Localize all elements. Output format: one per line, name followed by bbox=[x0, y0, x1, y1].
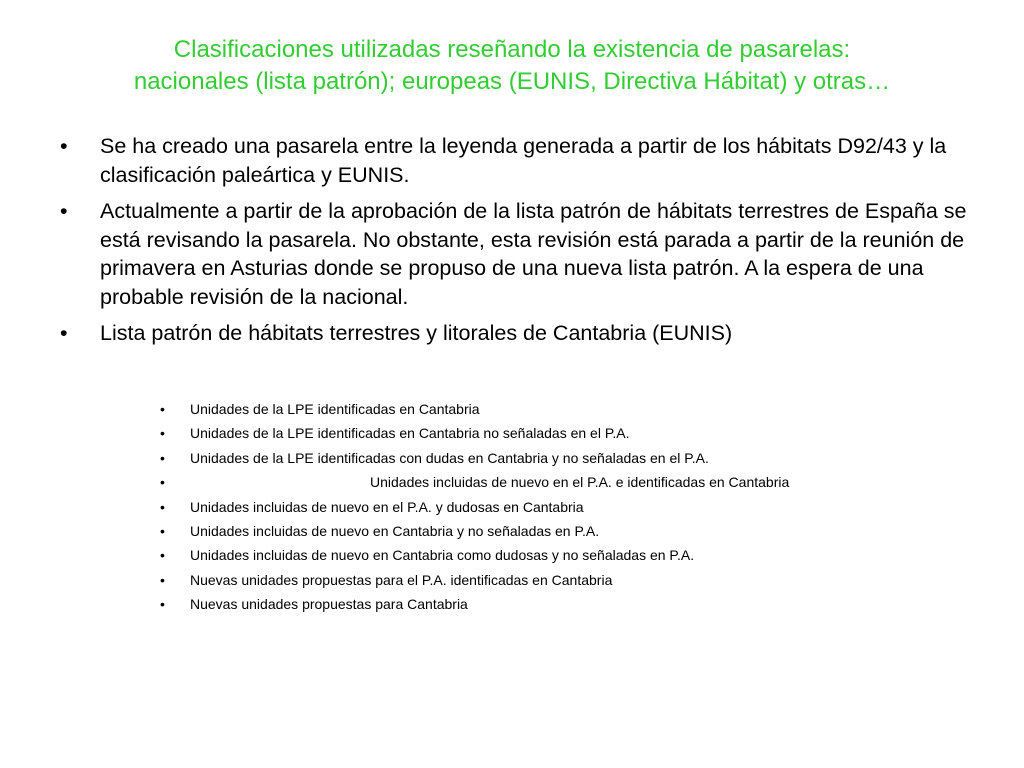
sub-bullet-dot: • bbox=[160, 523, 165, 540]
sub-bullet-dot: • bbox=[160, 449, 165, 466]
slide-title bbox=[40, 34, 984, 98]
bullet-item-2 bbox=[60, 197, 970, 311]
sub-bullet-item-2 bbox=[160, 421, 940, 445]
bullet-dot: • bbox=[60, 134, 68, 158]
sub-bullet-dot: • bbox=[160, 401, 165, 417]
sub-bullet-item-3 bbox=[160, 446, 940, 470]
bullet-dot: • bbox=[60, 321, 68, 345]
sub-bullet-text: Unidades de la LPE identificadas en Cantabria no señaladas en el P.A. bbox=[190, 425, 630, 442]
bullet-dot: • bbox=[60, 199, 68, 223]
sub-bullet-dot: • bbox=[160, 498, 165, 515]
main-bullet-list bbox=[60, 132, 970, 356]
sub-bullet-text: Unidades incluidas de nuevo en el P.A. e identificadas en Cantabria bbox=[370, 474, 790, 491]
sub-bullet-item-9 bbox=[160, 592, 940, 616]
slide-title-line-1: Clasificaciones utilizadas reseñando la existencia de pasarelas: bbox=[173, 36, 851, 63]
sub-bullet-text: Unidades incluidas de nuevo en Cantabria y no señaladas en P.A. bbox=[190, 523, 600, 540]
sub-bullet-text: Unidades incluidas de nuevo en el P.A. y dudosas en Cantabria bbox=[190, 498, 584, 515]
sub-bullet-dot: • bbox=[160, 596, 165, 613]
sub-bullet-item-5 bbox=[160, 495, 940, 519]
bullet-item-3 bbox=[60, 319, 970, 348]
sub-bullet-text: Unidades incluidas de nuevo en Cantabria como dudosas y no señaladas en P.A. bbox=[190, 547, 695, 564]
sub-bullet-item-6 bbox=[160, 519, 940, 543]
sub-bullet-item-7 bbox=[160, 543, 940, 567]
sub-bullet-text: Nuevas unidades propuestas para el P.A. identificadas en Cantabria bbox=[190, 571, 613, 588]
sub-bullet-text: Unidades de la LPE identificadas con dudas en Cantabria y no señaladas en el P.A. bbox=[190, 449, 709, 466]
slide-title-line-2: nacionales (lista patrón); europeas (EUNIS, Directiva Hábitat) y otras… bbox=[133, 68, 891, 95]
sub-bullet-dot: • bbox=[160, 474, 165, 491]
sub-bullet-dot: • bbox=[160, 425, 165, 442]
sub-bullet-item-1 bbox=[160, 397, 940, 421]
bullet-text: Lista patrón de hábitats terrestres y litorales de Cantabria (EUNIS) bbox=[100, 321, 733, 345]
bullet-text: Se ha creado una pasarela entre la leyenda generada a partir de los hábitats D92/43 y la clasificación paleártica y EUNIS. bbox=[100, 134, 947, 187]
sub-bullet-text: Nuevas unidades propuestas para Cantabria bbox=[190, 596, 468, 613]
sub-bullet-item-4 bbox=[160, 470, 940, 494]
sub-bullet-list bbox=[160, 397, 940, 617]
sub-bullet-item-8 bbox=[160, 568, 940, 592]
bullet-text: Actualmente a partir de la aprobación de la lista patrón de hábitats terrestres de España se está revisando la pasarela. No obstante, esta revisión está parada a partir de la reunión de primavera en Asturias donde se propuso de una nueva lista patrón. A la espera de una probable revisión de la nacional. bbox=[100, 199, 967, 309]
sub-bullet-dot: • bbox=[160, 547, 165, 564]
sub-bullet-dot: • bbox=[160, 571, 165, 588]
bullet-item-1 bbox=[60, 132, 970, 189]
sub-bullet-text: Unidades de la LPE identificadas en Cantabria bbox=[190, 401, 480, 417]
